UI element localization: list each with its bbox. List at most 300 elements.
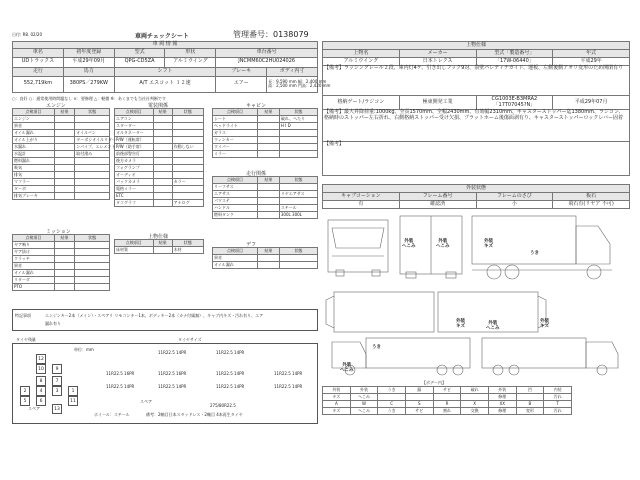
frame-number: 確認済 <box>399 201 476 209</box>
check-item: オイル漏れ <box>13 130 55 137</box>
tire-position: 11 <box>68 396 78 406</box>
check-status <box>75 143 116 151</box>
check-result[interactable] <box>153 247 172 254</box>
check-item: スターター <box>115 123 154 130</box>
status-note: カラー <box>173 178 186 184</box>
upper-body-model: 「17W-06440」 <box>476 58 553 66</box>
check-result[interactable] <box>153 200 172 207</box>
check-result[interactable] <box>258 130 280 137</box>
check-status <box>75 116 110 123</box>
check-status <box>279 116 317 123</box>
check-item: 後方カメラ <box>115 158 154 165</box>
check-status <box>172 144 203 151</box>
check-status <box>279 205 317 212</box>
vehicle-info-table <box>12 41 331 93</box>
status-note: ターボシオイルリター <box>76 136 117 142</box>
col-label: 結果 <box>54 235 74 242</box>
upper-spec-title: 上物仕様 <box>323 42 630 50</box>
check-status <box>75 249 110 256</box>
check-item: ワイパー <box>213 144 258 151</box>
check-status <box>75 256 110 263</box>
wheel-type: ホイール：スチール <box>94 412 130 417</box>
cabin-table <box>212 108 318 158</box>
damage-mark: 外装 へこみ <box>486 321 500 331</box>
check-item: オイル漏れ <box>13 270 55 277</box>
gate-model-cell <box>476 96 553 110</box>
check-result[interactable] <box>54 123 74 130</box>
check-status <box>172 123 203 130</box>
symbol-cell: へこみ <box>350 408 378 415</box>
us-header: 型式「製造番号」 <box>476 50 553 58</box>
truck-diagram <box>322 210 630 376</box>
check-item: 前後部警告灯 <box>115 151 154 158</box>
tire-position: 3 <box>52 386 62 396</box>
inspection-date: 日付: R8. 02/20 <box>12 32 43 37</box>
check-item: オルタネーター <box>115 130 154 137</box>
legend: ○：良好 ○：通常使用時問題なし ×：要修理 △：軽微 ※：あくまでも当社社判断です <box>12 96 166 101</box>
mission-title: ミッション <box>46 229 71 235</box>
check-result[interactable] <box>54 158 74 165</box>
vh-header: 車名 <box>13 48 64 57</box>
symbol-cell <box>516 394 544 401</box>
tire-size: 11R22.5 14PR <box>106 384 135 389</box>
check-result[interactable] <box>54 263 74 270</box>
check-result[interactable] <box>153 186 172 193</box>
check-result[interactable] <box>54 249 74 256</box>
check-item: シート <box>213 116 258 123</box>
top-view <box>334 292 434 332</box>
check-item: P/W（運転席） <box>115 137 154 144</box>
check-item: ヘッドライト <box>213 123 258 130</box>
tire-position: 9 <box>52 364 62 374</box>
check-item: ミラー <box>213 151 258 158</box>
check-result[interactable] <box>54 270 74 277</box>
symbol-cell: 変形 <box>516 408 544 415</box>
upper-note1-cell <box>323 66 630 96</box>
check-item: 燃料タンク <box>213 212 258 219</box>
col-label: 結果 <box>258 177 280 184</box>
check-result[interactable] <box>258 205 280 212</box>
symbol-cell: うき <box>378 408 406 415</box>
gate-year: 平成29年07月 <box>553 96 630 110</box>
check-status <box>75 242 110 249</box>
tire-position: 5 <box>20 396 30 406</box>
symbol-cell: 内装 <box>544 387 572 394</box>
check-status <box>75 158 110 165</box>
col-label: 状態 <box>279 177 317 184</box>
status-note: 300L 300L <box>280 211 302 217</box>
check-result[interactable] <box>153 158 172 165</box>
note2-line2: ラジコン、格納時のストッパー左右折れ、右側格納ストッパー受け欠損、プラットホーム後傷面剥有り、キャスターストッパーロックレバー固着 <box>324 109 624 121</box>
symbol-cell: キズ <box>323 394 351 401</box>
ext-header: フレーム番号 <box>399 193 476 201</box>
check-status <box>279 212 317 219</box>
tire-position: 7 <box>52 376 62 386</box>
check-item: オーディオ <box>115 172 154 179</box>
check-status <box>75 172 110 179</box>
col-label: 結果 <box>258 248 280 255</box>
spare-tire-number: 13 <box>52 404 62 414</box>
mission-table <box>12 234 110 291</box>
body-dims-line1: 長：9,590 mm 幅：2,400 mm <box>268 78 327 84</box>
check-status <box>75 270 110 277</box>
check-status <box>75 136 117 144</box>
check-result[interactable] <box>258 184 280 191</box>
symbol-cell: 凹 <box>516 387 544 394</box>
check-status <box>75 165 110 172</box>
mileage: 552,719km <box>13 76 64 92</box>
check-result[interactable] <box>54 277 74 284</box>
bodyparts-title: 上物仕様 <box>148 234 169 240</box>
upper-body-maker: 日本トレクス <box>399 58 476 66</box>
us-header: メーカー <box>399 50 476 58</box>
ext-header: キャブコーション <box>323 193 400 201</box>
check-status <box>279 191 317 198</box>
tire-remain-title: タイヤ残量 <box>16 337 36 342</box>
tire-depth-unit: 単位：mm <box>74 347 94 352</box>
tire-position: 6 <box>36 396 46 406</box>
control-number-block: 管理番号：0138079 <box>233 30 309 39</box>
status-note: H I D <box>280 122 291 128</box>
check-item: オイル上がり <box>13 137 55 144</box>
check-item: クラッチ <box>13 256 55 263</box>
check-status <box>172 165 203 172</box>
upper-spec-table <box>322 41 630 176</box>
bodyparts-table <box>114 239 204 254</box>
damage-mark: 外装 キズ <box>484 239 493 249</box>
body-dims-line2: 高：2,500 mm 門高：2,420 mm <box>268 83 331 89</box>
check-item: リターダ <box>13 277 55 284</box>
vehicle-maker: UDトラックス <box>13 57 64 67</box>
spare-size: 275/80R22.5 <box>210 403 236 408</box>
check-item: 電格ミラー <box>115 186 154 193</box>
check-status <box>172 186 203 193</box>
check-item: バックカメラ <box>115 179 154 186</box>
check-item: PTO <box>13 284 55 291</box>
symbol-cell: R <box>433 401 461 408</box>
check-status <box>279 144 317 151</box>
check-status <box>75 284 110 291</box>
symbol-cell: 破れ <box>461 387 489 394</box>
symbol-cell: 修理 <box>488 408 516 415</box>
check-result[interactable] <box>153 165 172 172</box>
symbol-cell <box>405 394 433 401</box>
damage-mark: 外装 キズ <box>456 319 465 329</box>
tire-size: 11R22.5 16PR <box>158 371 187 376</box>
check-result[interactable] <box>258 212 280 219</box>
check-item: リーフサス <box>213 184 258 191</box>
check-status <box>172 247 203 254</box>
check-result[interactable] <box>54 116 74 123</box>
model-code: QPG-CD5ZA <box>114 57 165 67</box>
damage-mark: うき <box>372 345 381 350</box>
check-result[interactable] <box>153 172 172 179</box>
check-item: P/W（助手席） <box>115 144 154 151</box>
status-note: 作動しない <box>173 143 194 149</box>
note1-text: ラッシングレール２段、庫内灯4ケ、引き出しフック9対、前壁パレティナガイド、運板、左側後側アオリ変形のため開閉有り <box>344 65 624 71</box>
col-label: 点検項目 <box>115 109 154 116</box>
check-result[interactable] <box>54 137 74 144</box>
check-result[interactable] <box>153 137 172 144</box>
check-item: パワステ <box>213 198 258 205</box>
check-status <box>172 130 203 137</box>
status-note: 取付滲み <box>76 150 93 156</box>
check-result[interactable] <box>54 172 74 179</box>
check-item: 排気ブレーキ <box>13 193 55 200</box>
check-status <box>172 151 203 158</box>
symbol-cell: T <box>544 401 572 408</box>
col-label: 点検項目 <box>213 248 258 255</box>
col-label: 点検項目 <box>213 177 258 184</box>
check-result[interactable] <box>153 144 172 151</box>
check-item: ギア鳴り <box>13 242 55 249</box>
status-note: 木材 <box>173 246 182 252</box>
status-note: スチール <box>280 204 297 210</box>
upper-body-name: アルミウイング <box>323 58 400 66</box>
check-status <box>172 179 203 186</box>
col-label: 状態 <box>172 240 203 247</box>
special-notes-box <box>12 309 318 331</box>
check-item: エンジン <box>13 116 55 123</box>
check-result[interactable] <box>54 151 74 158</box>
vh-header: 形状 <box>165 48 216 57</box>
check-item: ハンドル <box>213 205 258 212</box>
check-status <box>172 200 203 207</box>
tire-size: 11R22.5 14PR <box>216 350 245 355</box>
body-dimensions <box>267 76 331 92</box>
col-label: 点検項目 <box>213 109 258 116</box>
check-result[interactable] <box>54 179 74 186</box>
check-result[interactable] <box>258 191 280 198</box>
check-item: 排気 <box>13 172 55 179</box>
spare-tire-label: スペア <box>28 406 40 411</box>
check-result[interactable] <box>54 165 74 172</box>
check-item: 異音 <box>13 263 55 270</box>
check-result[interactable] <box>153 116 172 123</box>
tire-size: 11R22.5 14PR <box>274 371 303 376</box>
check-result[interactable] <box>54 256 74 263</box>
sheet-title: 車両チェックシート <box>135 33 189 40</box>
symbol-cell: サビ <box>405 408 433 415</box>
check-result[interactable] <box>54 193 74 200</box>
tire-size: 11R22.5 14PR <box>274 384 303 389</box>
tire-position: 8 <box>36 376 46 386</box>
tire-position: 10 <box>36 364 46 374</box>
check-result[interactable] <box>54 284 74 291</box>
ext-header: 板石 <box>553 193 630 201</box>
check-item: 水温計 <box>13 151 55 158</box>
note2-line1: 最大昇降荷重:1000kg、全長1570mm、全幅2430mm、有効幅2310mm、キャスターストッパー迄1380mm、 <box>344 109 599 115</box>
engine-table <box>12 108 117 200</box>
body-shape: アルミウイング <box>165 57 216 67</box>
symbol-cell: 汚れ <box>544 394 572 401</box>
check-status <box>75 263 110 270</box>
check-item: ETC <box>115 193 154 200</box>
symbol-cell: 交換 <box>461 408 489 415</box>
check-status <box>75 277 110 284</box>
cab-caution: 有 <box>323 201 400 209</box>
check-item: 吸気 <box>13 165 55 172</box>
vh-header: ブレーキ <box>216 67 267 76</box>
check-item: ウィンカー <box>213 137 258 144</box>
vh-header: ボディ内寸 <box>267 67 318 76</box>
check-result[interactable] <box>153 130 172 137</box>
symbol-cell: キズ <box>323 408 351 415</box>
tire-size: 11R22.5 14PR <box>216 384 245 389</box>
col-label: 点検項目 <box>13 235 55 242</box>
symbol-cell: W <box>350 401 378 408</box>
check-item: 燃料漏れ <box>13 158 55 165</box>
check-status <box>279 255 317 262</box>
tire-position: 4 <box>36 386 46 396</box>
brake-type: エアー <box>216 76 267 92</box>
symbol-cell: うき <box>378 387 406 394</box>
status-note: 破れ、ヘたり <box>280 115 306 121</box>
check-item: 床材質 <box>115 247 154 254</box>
tire-size: 11R22.5 14PR <box>158 350 187 355</box>
symbol-cell <box>461 394 489 401</box>
col-label: 状態 <box>172 109 203 116</box>
upper-note3-cell <box>323 142 630 176</box>
check-status <box>279 137 317 144</box>
wheel-note: 備考：2軸目日本スタッドレス・2軸目 4本再生タイヤ <box>146 412 243 417</box>
check-item: 異音 <box>213 255 258 262</box>
exterior-title: 外装状態 <box>323 185 630 193</box>
check-item: ギア抜け <box>13 249 55 256</box>
check-result[interactable] <box>54 242 74 249</box>
control-number: 0138079 <box>273 30 309 39</box>
symbol-cell <box>378 394 406 401</box>
tire-position: 12 <box>36 354 46 364</box>
special-notes-line1: エンジンキー2本（メイン）・スペアリ リモコンキー1本、ボディキー2本（カナ付属無）、キャブ内キズ・汚れ有り、エア <box>45 313 264 318</box>
check-item: エアサス <box>213 191 258 198</box>
symbols-table <box>322 386 572 415</box>
horsepower: 380PS／279KW <box>63 76 114 92</box>
gate-maker: 極東開発工業 <box>399 96 476 110</box>
check-status <box>75 130 110 137</box>
upper-body-year: 平成29年 <box>553 58 630 66</box>
gate-name: 格納ゲート/ラジコン <box>323 96 400 110</box>
check-status <box>172 193 203 200</box>
symbol-cell: 割れ <box>433 408 461 415</box>
check-status <box>75 123 110 130</box>
check-result[interactable] <box>153 193 172 200</box>
symbol-cell: 外装 <box>323 387 351 394</box>
symbol-cell: A <box>323 401 351 408</box>
tire-size: 11R22.5 14PR <box>158 384 187 389</box>
vehicle-info-title: 車 両 情 報 <box>13 42 318 49</box>
tire-size: 11R22.5 16PR <box>106 371 135 376</box>
vh-header: 車台番号 <box>216 48 318 57</box>
check-status <box>279 130 317 137</box>
check-item: 異音 <box>13 123 55 130</box>
damage-mark: 外装 へこみ <box>340 363 354 373</box>
running-title: 走行関係 <box>246 171 267 177</box>
symbol-cell: 汚れ <box>544 408 572 415</box>
check-status <box>172 137 203 144</box>
status-note: ンパイプ、エレメント <box>76 143 116 149</box>
check-result[interactable] <box>258 144 280 151</box>
check-result[interactable] <box>258 137 280 144</box>
electrical-table <box>114 108 204 207</box>
check-status <box>279 151 317 158</box>
check-result[interactable] <box>153 123 172 130</box>
check-status <box>75 193 110 200</box>
symbol-cell: 錆 <box>405 387 433 394</box>
col-label: 状態 <box>279 109 317 116</box>
vh-header: シフト <box>114 67 216 76</box>
col-label: 状態 <box>279 248 317 255</box>
note3-label: 【備考】 <box>324 141 345 147</box>
check-result[interactable] <box>258 198 280 205</box>
us-header: 年式 <box>553 50 630 58</box>
stone-chips: 飛石有(リヤア 不可) <box>553 201 630 209</box>
exterior-table <box>322 184 630 209</box>
status-note: リヤエアサス <box>280 190 305 196</box>
check-result[interactable] <box>54 186 74 193</box>
gate-serial: 「17T07045?N」 <box>493 101 536 108</box>
check-status <box>172 158 203 165</box>
vh-header: 型式 <box>114 48 165 57</box>
damage-mark: 外装 キズ <box>540 319 549 329</box>
check-item: フォグランプ <box>115 165 154 172</box>
check-result[interactable] <box>153 179 172 186</box>
control-label: 管理番号 <box>233 30 265 39</box>
tire-position: 1 <box>68 386 78 396</box>
note2-label: 【備考】 <box>324 109 345 115</box>
col-label: 状態 <box>75 109 110 116</box>
check-status <box>75 179 110 186</box>
check-result[interactable] <box>258 255 280 262</box>
check-result[interactable] <box>258 151 280 158</box>
symbol-cell: 外装 <box>488 387 516 394</box>
spare-size-label: スペア <box>140 399 152 404</box>
col-label: 点検項目 <box>115 240 154 247</box>
check-item: 水漏れ <box>13 144 55 151</box>
symbol-cell: 外装 <box>350 387 378 394</box>
symbol-cell: サビ <box>433 387 461 394</box>
tire-position: 2 <box>20 386 30 396</box>
check-status <box>172 172 203 179</box>
gate-model: CG1003E-B3MRA2 <box>491 95 538 102</box>
check-result[interactable] <box>153 151 172 158</box>
check-result[interactable] <box>258 262 280 269</box>
check-result[interactable] <box>54 144 74 151</box>
check-result[interactable] <box>258 116 280 123</box>
electrical-title: 電装関係 <box>148 103 169 109</box>
col-label: 点検項目 <box>13 109 55 116</box>
check-result[interactable] <box>54 130 74 137</box>
running-table <box>212 176 318 219</box>
status-note: オイルバン <box>76 129 96 135</box>
vh-header: 馬力 <box>63 67 114 76</box>
vh-header: 初年度登録 <box>63 48 114 57</box>
symbol-cell: X <box>461 401 489 408</box>
check-result[interactable] <box>258 123 280 130</box>
check-item: タコグラフ <box>115 200 154 207</box>
symbol-cell: 修理 <box>488 394 516 401</box>
damage-mark: うき <box>530 251 539 256</box>
col-label: 結果 <box>153 109 172 116</box>
col-label: 結果 <box>153 240 172 247</box>
first-registration: 平成29年09月 <box>63 57 114 67</box>
check-status <box>172 116 203 123</box>
special-notes-line2: 漏れ有り <box>45 321 61 326</box>
symbol-cell: XX <box>488 401 516 408</box>
check-item: ターボ <box>13 186 55 193</box>
upper-note2-cell <box>323 110 630 142</box>
diff-table <box>212 247 318 269</box>
